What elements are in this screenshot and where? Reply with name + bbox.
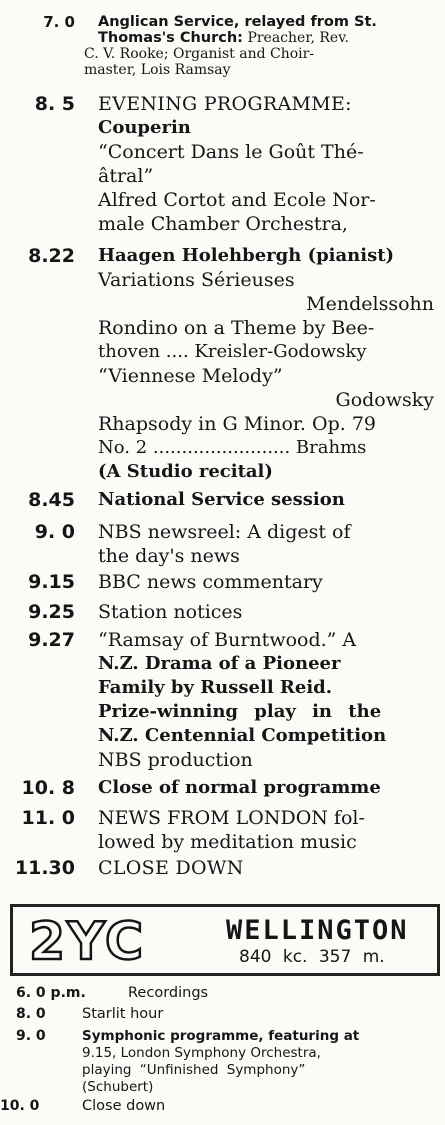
entry-description xyxy=(82,1028,434,1096)
entry-description xyxy=(98,570,434,594)
entry-line: C. V. Rooke; Organist and Choir- xyxy=(84,46,315,62)
entry-line: N.Z. Drama of a Pioneer xyxy=(98,653,341,674)
station-frequency: 840 kc. 357 m. xyxy=(239,947,385,967)
entry-description xyxy=(98,628,434,772)
entry-time: 8.45 xyxy=(28,489,75,511)
entry-line: âtral” xyxy=(98,165,154,187)
entry-line: thoven .... Kreisler-Godowsky xyxy=(98,341,367,362)
entry-line: Variations Sérieuses xyxy=(98,269,295,291)
entry-line: Thomas's Church: Preacher, Rev. xyxy=(98,30,349,46)
entry-description xyxy=(98,856,434,880)
entry-description xyxy=(98,92,434,236)
station-logo: 2YC xyxy=(29,912,146,972)
entry-time: 11.30 xyxy=(14,857,75,879)
entry-time: 10. 8 xyxy=(21,777,75,799)
entry-time: 8.22 xyxy=(28,245,75,267)
entry-line: NBS production xyxy=(98,749,253,771)
entry-line: Alfred Cortot and Ecole Nor- xyxy=(98,189,376,211)
entry-line: Recordings xyxy=(128,985,209,1001)
entry-line: Rhapsody in G Minor. Op. 79 xyxy=(98,413,377,435)
entry-line: CLOSE DOWN xyxy=(98,857,244,879)
entry-description xyxy=(82,1006,434,1023)
entry-line: Rondino on a Theme by Bee- xyxy=(98,317,375,339)
entry-line: Close down xyxy=(82,1098,166,1114)
entry-line: Anglican Service, relayed from St. xyxy=(98,14,377,30)
entry-time: 11. 0 xyxy=(21,807,75,829)
entry-description xyxy=(128,985,434,1002)
entry-time: 7. 0 xyxy=(43,13,75,31)
entry-time: 8. 5 xyxy=(34,93,75,115)
entry-line: Close of normal programme xyxy=(98,777,381,798)
entry-line: Family by Russell Reid. xyxy=(98,677,333,698)
entry-line: 9.15, London Symphony Orchestra, xyxy=(82,1045,321,1061)
entry-description xyxy=(98,488,434,512)
entry-description xyxy=(98,806,434,854)
entry-line: Symphonic programme, featuring at xyxy=(82,1028,360,1044)
entry-description xyxy=(98,520,434,568)
station-city: WELLINGTON xyxy=(226,915,409,946)
entry-time: 9. 0 xyxy=(34,521,75,543)
entry-line: Couperin xyxy=(98,117,191,138)
entry-line: master, Lois Ramsay xyxy=(84,62,231,78)
entry-time: 9.25 xyxy=(28,601,75,623)
entry-description xyxy=(98,776,434,800)
entry-line: “Ramsay of Burntwood.” A xyxy=(98,629,357,651)
entry-line: Mendelssohn xyxy=(306,293,434,315)
entry-line: (Schubert) xyxy=(82,1079,154,1095)
entry-time: 8. 0 xyxy=(16,1006,46,1022)
entry-line: lowed by meditation music xyxy=(98,831,357,853)
entry-time: 9. 0 xyxy=(16,1028,46,1044)
entry-line: National Service session xyxy=(98,489,345,510)
entry-line: male Chamber Orchestra, xyxy=(98,213,348,235)
entry-line: Starlit hour xyxy=(82,1006,164,1022)
entry-line: N.Z. Centennial Competition xyxy=(98,725,387,746)
station-header xyxy=(10,904,440,976)
entry-line: “Concert Dans le Goût Thé- xyxy=(98,141,364,163)
entry-line: NBS newsreel: A digest of xyxy=(98,521,351,543)
entry-line: NEWS FROM LONDON fol- xyxy=(98,807,365,829)
entry-line: Godowsky xyxy=(335,389,434,411)
entry-line: playing “Unfinished Symphony” xyxy=(82,1062,306,1078)
entry-time: 10. 0 xyxy=(0,1098,40,1114)
entry-line: Station notices xyxy=(98,601,243,623)
entry-time: 9.27 xyxy=(28,629,75,651)
entry-line: the day's news xyxy=(98,545,240,567)
entry-time: 9.15 xyxy=(28,571,75,593)
entry-line: BBC news commentary xyxy=(98,571,323,593)
entry-line: “Viennese Melody” xyxy=(98,365,283,387)
entry-line: No. 2 ........................ Brahms xyxy=(98,437,367,458)
entry-line: Prize-winning play in the xyxy=(98,701,382,722)
entry-description xyxy=(98,600,434,624)
entry-line: EVENING PROGRAMME: xyxy=(98,93,352,115)
entry-line: Haagen Holehbergh (pianist) xyxy=(98,245,395,266)
entry-description xyxy=(98,244,434,484)
entry-description xyxy=(84,14,434,78)
entry-time: 6. 0 p.m. xyxy=(16,985,86,1001)
entry-line: (A Studio recital) xyxy=(98,461,273,482)
entry-description xyxy=(82,1098,434,1115)
